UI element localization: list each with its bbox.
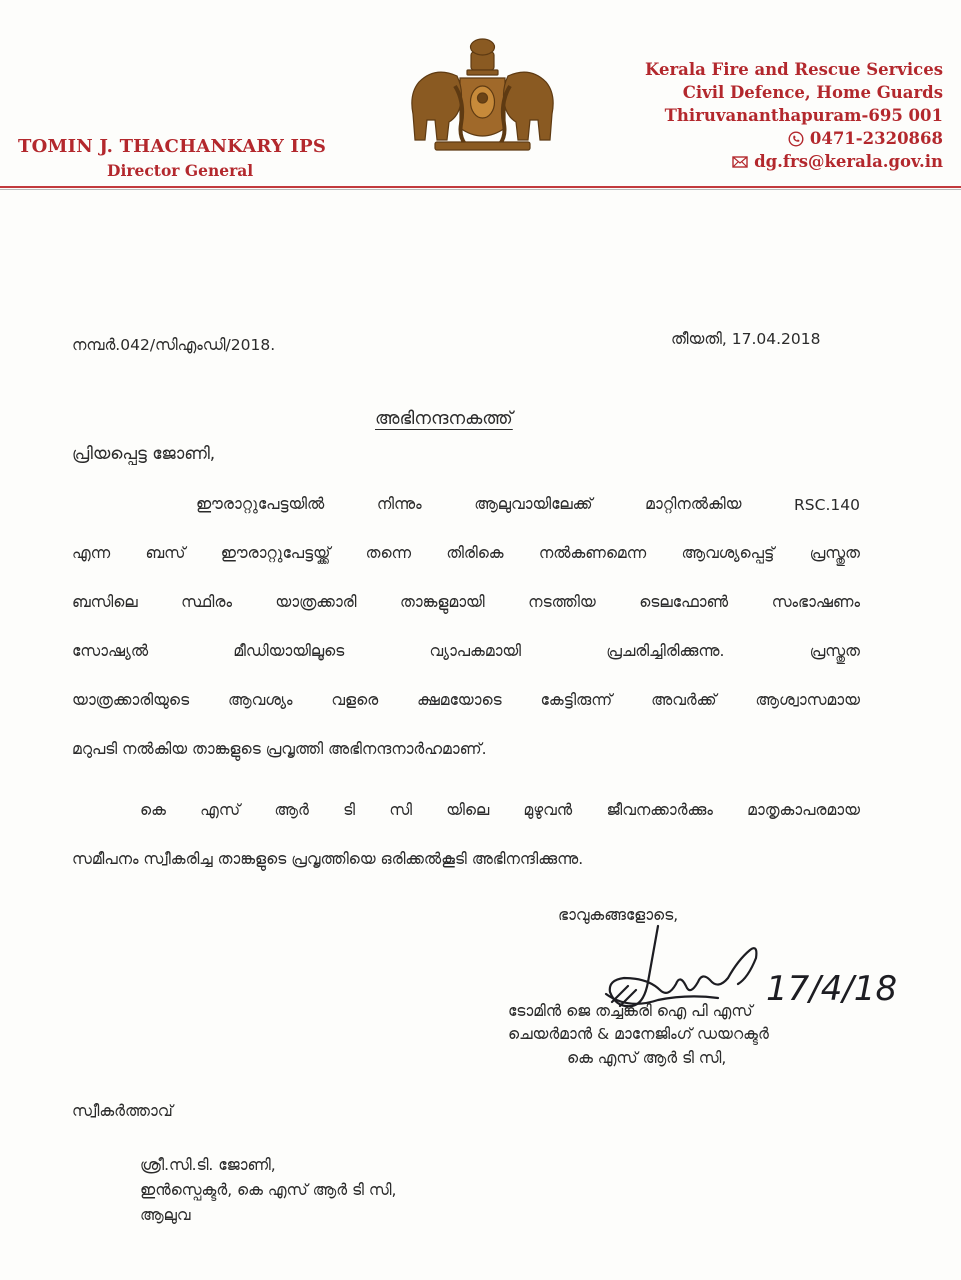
paragraph-line bbox=[72, 725, 860, 774]
kerala-state-emblem-icon bbox=[405, 36, 560, 158]
paragraph-1 bbox=[72, 480, 860, 774]
signatory-organization: കെ എസ് ആർ ടി സി, bbox=[567, 1049, 727, 1067]
paragraph-word: തിരികെ bbox=[446, 544, 504, 562]
paragraph-word: ടി bbox=[343, 801, 356, 819]
paragraph-word: സി bbox=[389, 801, 412, 819]
paragraph-word: അവർക്ക് bbox=[651, 691, 717, 709]
recipient-name: ശ്രീ.സി.ടി. ജോണി, bbox=[140, 1156, 276, 1174]
paragraph-word: മാതൃകാപരമായ bbox=[747, 801, 860, 819]
paragraph-word: ബസിലെ bbox=[72, 593, 138, 611]
paragraph-word: മാറ്റിനൽകിയ bbox=[645, 495, 742, 513]
paragraph-word: സോഷ്യൽ bbox=[72, 642, 149, 660]
paragraph-word: പ്രസ്തുത bbox=[809, 544, 860, 562]
paragraph-word: പ്രചരിച്ചിരിക്കുന്നു. bbox=[606, 642, 725, 660]
paragraph-word: മീഡിയായിലൂടെ bbox=[233, 642, 345, 660]
paragraph-word: ആവശ്യം bbox=[228, 691, 293, 709]
paragraph-2 bbox=[72, 786, 860, 884]
paragraph-word: ആവശ്യപ്പെട്ട് bbox=[681, 544, 775, 562]
paragraph-line bbox=[72, 835, 860, 884]
paragraph-word: ആശ്വാസമായ bbox=[755, 691, 860, 709]
paragraph-line bbox=[72, 627, 860, 676]
paragraph-word: കെ bbox=[140, 801, 166, 819]
paragraph-word: ടെലഫോൺ bbox=[639, 593, 729, 611]
email-contact bbox=[732, 152, 943, 171]
paragraph-word: നടത്തിയ bbox=[528, 593, 596, 611]
paragraph-word: യിലെ bbox=[446, 801, 490, 819]
paragraph-word: മറുപടി നൽകിയ താങ്കളുടെ പ്രവൃത്തി അഭിനന്ദനാർഹമാണ്. bbox=[72, 740, 487, 758]
recipient-label: സ്വീകർത്താവ് bbox=[72, 1102, 173, 1120]
paragraph-word: പ്രസ്തുത bbox=[809, 642, 860, 660]
email-address: dg.frs@kerala.gov.in bbox=[754, 152, 943, 171]
paragraph-word: സമീപനം സ്വീകരിച്ച താങ്കളുടെ പ്രവൃത്തിയെ ഒരിക്കൽകൂടി അഭിനന്ദിക്കുന്നു. bbox=[72, 850, 584, 868]
paragraph-word: ജീവനക്കാർക്കും bbox=[606, 801, 713, 819]
paragraph-word: ഈരാറ്റുപേട്ടയിൽ bbox=[196, 495, 325, 513]
salutation: പ്രിയപ്പെട്ട ജോണി, bbox=[72, 444, 216, 464]
paragraph-word: യാത്രക്കാരിയുടെ bbox=[72, 691, 190, 709]
phone-icon bbox=[788, 131, 804, 147]
reference-number: നമ്പർ.042/സിഎംഡി/2018. bbox=[72, 336, 276, 354]
paragraph-word: സ്ഥിരം bbox=[181, 593, 232, 611]
paragraph-word: RSC.140 bbox=[794, 495, 860, 514]
letterhead-divider-shadow bbox=[0, 189, 961, 190]
recipient-designation: ഇൻസ്പെക്ടർ, കെ എസ് ആർ ടി സി, bbox=[140, 1181, 397, 1199]
organization-address: Thiruvananthapuram-695 001 bbox=[664, 106, 943, 125]
paragraph-word: വളരെ bbox=[331, 691, 379, 709]
paragraph-line bbox=[72, 529, 860, 578]
paragraph-word: സംഭാഷണം bbox=[771, 593, 860, 611]
paragraph-word: നൽകണമെന്ന bbox=[538, 544, 647, 562]
paragraph-word: ഈരാറ്റുപേട്ടയ്ക്ക് bbox=[220, 544, 331, 562]
paragraph-line bbox=[72, 676, 860, 725]
paragraph-word: മുഴുവൻ bbox=[523, 801, 573, 819]
paragraph-word: നിന്നും bbox=[376, 495, 422, 513]
recipient-place: ആലുവ bbox=[140, 1206, 191, 1224]
signatory-designation: ചെയർമാൻ & മാനേജിംഗ് ഡയറക്ടർ bbox=[508, 1025, 769, 1043]
paragraph-word: ക്ഷമയോടെ bbox=[417, 691, 502, 709]
officer-designation: Director General bbox=[107, 161, 254, 180]
officer-name: TOMIN J. THACHANKARY IPS bbox=[18, 136, 327, 157]
letterhead-divider bbox=[0, 186, 961, 188]
envelope-icon bbox=[732, 154, 748, 170]
closing: ഭാവുകങ്ങളോടെ, bbox=[558, 906, 679, 924]
signature-date: 17/4/18 bbox=[766, 969, 898, 1009]
paragraph-word: വ്യാപകമായി bbox=[429, 642, 521, 660]
paragraph-line bbox=[72, 786, 860, 835]
signatory-name: ടോമിൻ ജെ തച്ചങ്കരി ഐ പി എസ് bbox=[508, 1002, 753, 1020]
paragraph-word: ആലുവായിലേക്ക് bbox=[474, 495, 593, 513]
letter-date: തീയതി, 17.04.2018 bbox=[671, 330, 821, 348]
paragraph-word: തന്നെ bbox=[365, 544, 412, 562]
paragraph-word: യാത്രക്കാരി bbox=[275, 593, 357, 611]
letter-subject: അഭിനന്ദനകത്ത് bbox=[375, 408, 513, 429]
paragraph-line bbox=[72, 480, 860, 529]
paragraph-word: കേട്ടിരുന്ന് bbox=[540, 691, 613, 709]
paragraph-word: ആർ bbox=[274, 801, 309, 819]
organization-name: Kerala Fire and Rescue Services bbox=[644, 60, 943, 79]
phone-number: 0471-2320868 bbox=[809, 129, 943, 148]
paragraph-word: താങ്കളുമായി bbox=[399, 593, 485, 611]
organization-divisions: Civil Defence, Home Guards bbox=[682, 83, 943, 102]
paragraph-word: എന്ന bbox=[72, 544, 111, 562]
paragraph-word: ബസ് bbox=[145, 544, 186, 562]
paragraph-word: എസ് bbox=[200, 801, 241, 819]
phone-contact bbox=[788, 129, 943, 148]
paragraph-line bbox=[72, 578, 860, 627]
